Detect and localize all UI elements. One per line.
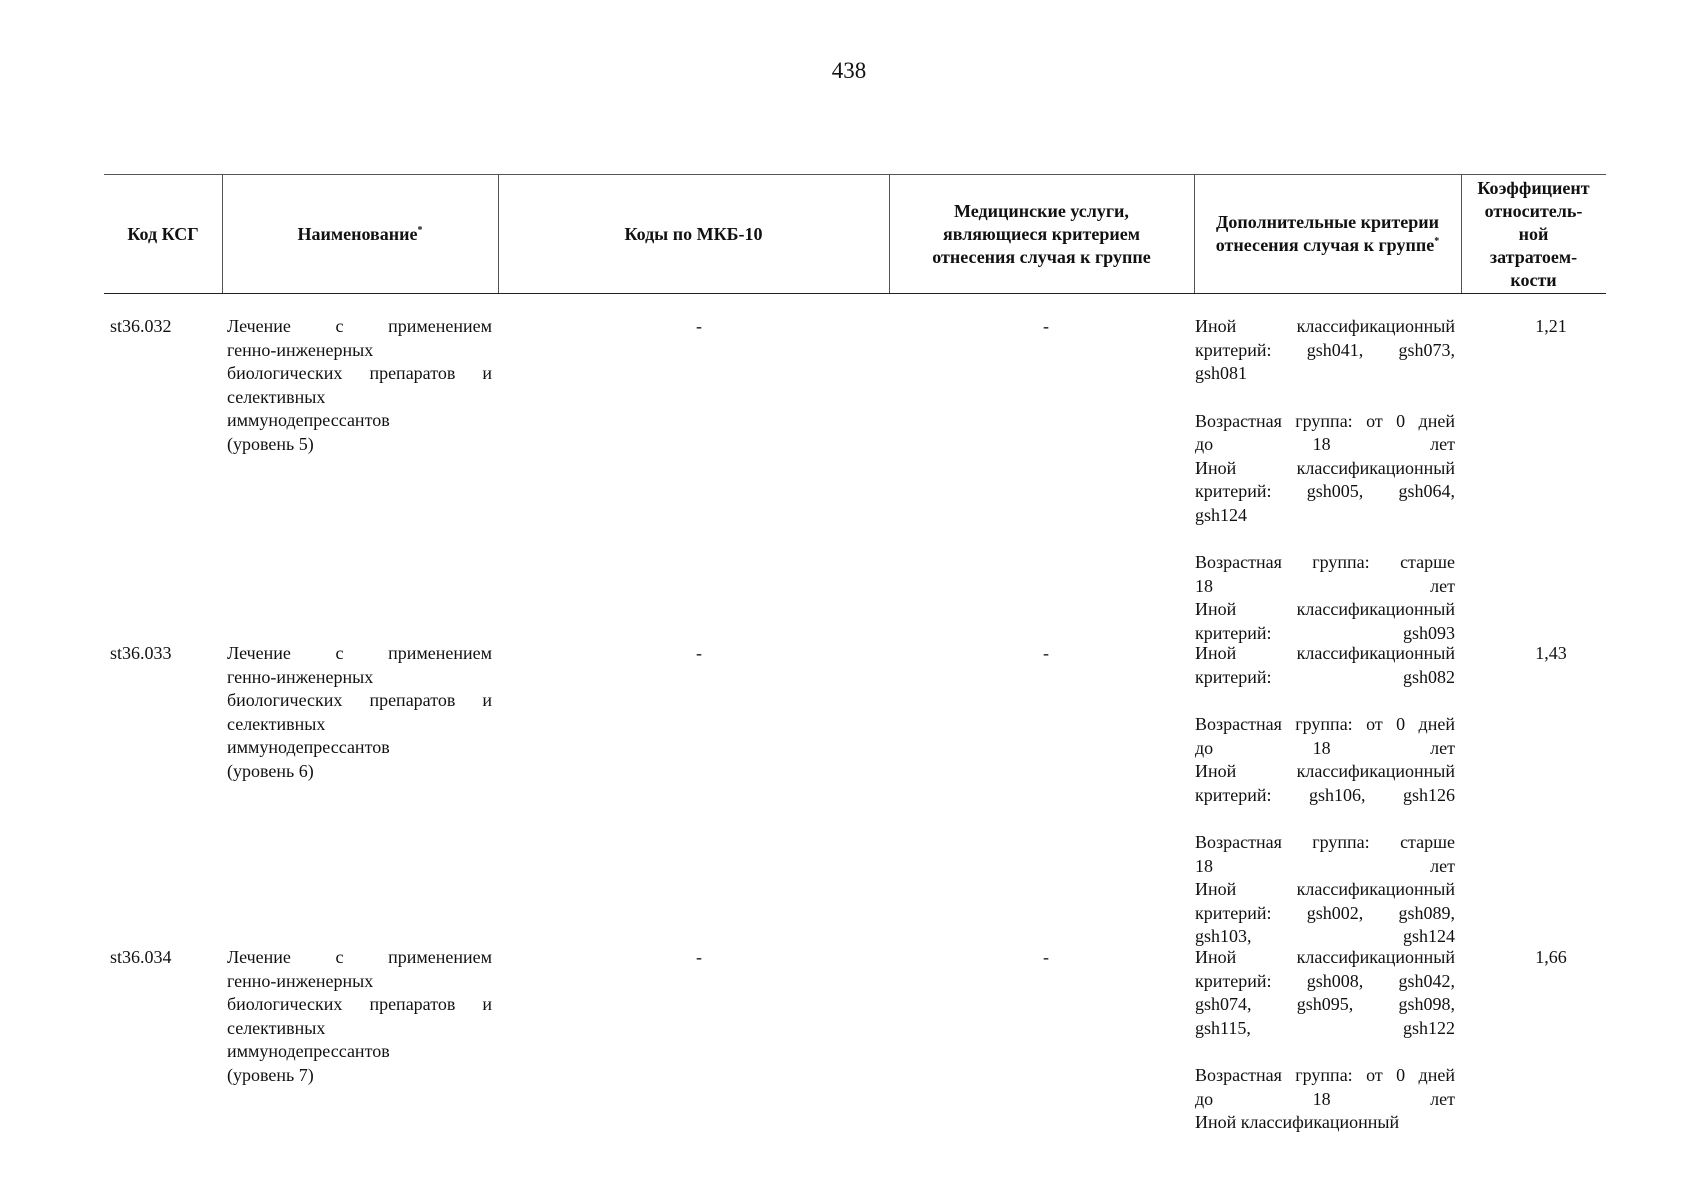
word: Лечение xyxy=(227,947,291,967)
word: биологических xyxy=(227,363,343,383)
text-line: (уровень 7) xyxy=(227,1064,314,1085)
word: Возрастная xyxy=(1195,832,1282,852)
text-line: иммунодепрессантов xyxy=(227,737,390,757)
text-line xyxy=(1195,642,1455,666)
word: биологических xyxy=(227,690,343,710)
word: от xyxy=(1366,714,1383,734)
word: gsh005, xyxy=(1306,481,1364,501)
text-line xyxy=(1195,737,1455,761)
text-line xyxy=(227,993,492,1017)
text-line xyxy=(1195,760,1455,784)
word: лет xyxy=(1430,575,1455,596)
word: критерий: xyxy=(1195,481,1272,501)
text-line: (уровень 5) xyxy=(227,433,314,454)
text-line xyxy=(227,642,492,666)
cost-coefficient: 1,66 xyxy=(1535,947,1567,967)
word: классификационный xyxy=(1296,879,1455,899)
word: классификационный xyxy=(1296,599,1455,619)
ksg-code: st36.034 xyxy=(110,947,172,967)
word: и xyxy=(482,690,492,710)
word: gsh042, xyxy=(1398,970,1455,991)
word: классификационный xyxy=(1296,761,1455,781)
word: 18 xyxy=(1195,855,1213,876)
table-header xyxy=(104,174,1606,294)
criteria-block xyxy=(1195,831,1455,949)
word: применением xyxy=(388,947,492,967)
text-line xyxy=(1195,970,1455,994)
text-line xyxy=(1195,575,1455,599)
word: критерий: xyxy=(1195,339,1272,360)
word: и xyxy=(482,994,492,1014)
word: gsh089, xyxy=(1398,902,1455,923)
word: от xyxy=(1366,410,1383,431)
word: и xyxy=(482,363,492,383)
word: с xyxy=(335,643,344,663)
word: 18 xyxy=(1312,434,1331,454)
word: старше xyxy=(1400,832,1455,852)
ksg-name xyxy=(227,315,492,456)
page-number: 438 xyxy=(831,58,867,83)
word: 0 xyxy=(1396,410,1406,431)
text-line xyxy=(1195,855,1455,879)
medical-services: - xyxy=(1043,947,1049,967)
word: gsh115, xyxy=(1195,1017,1251,1038)
text-line xyxy=(1195,925,1455,949)
text-line xyxy=(1195,598,1455,622)
word: дней xyxy=(1418,714,1455,734)
text-line xyxy=(1195,713,1455,737)
word: применением xyxy=(388,316,492,336)
ksg-table xyxy=(104,174,1606,1132)
word: классификационный xyxy=(1296,316,1455,336)
text-line xyxy=(1195,457,1455,481)
text-line: иммунодепрессантов xyxy=(227,410,390,430)
word: старше xyxy=(1400,552,1455,572)
text-line: Иной классификационный xyxy=(1195,1112,1400,1132)
word: Иной xyxy=(1195,599,1237,619)
criteria-block xyxy=(1195,551,1455,645)
word: Иной xyxy=(1195,316,1237,336)
text-line xyxy=(227,315,492,339)
word: препаратов xyxy=(369,994,456,1014)
medical-services: - xyxy=(1043,643,1049,663)
word: классификационный xyxy=(1296,643,1455,663)
word: gsh074, xyxy=(1195,994,1252,1014)
text-line xyxy=(1195,433,1455,457)
word: 0 xyxy=(1396,714,1406,734)
text-line xyxy=(1195,315,1455,339)
word: Возрастная xyxy=(1195,1065,1282,1085)
word: критерий: xyxy=(1195,666,1272,687)
text-line xyxy=(1195,831,1455,855)
word: до xyxy=(1195,1088,1214,1109)
extra-criteria xyxy=(1195,315,1455,645)
word: группа: xyxy=(1295,1065,1353,1085)
text-line xyxy=(1195,1088,1455,1112)
word: классификационный xyxy=(1296,457,1455,478)
header-code: Код КСГ xyxy=(127,223,199,244)
text-line: генно-инженерных xyxy=(227,666,374,687)
word: лет xyxy=(1430,1088,1455,1109)
word: препаратов xyxy=(369,690,456,710)
text-line xyxy=(227,362,492,386)
text-line: генно-инженерных xyxy=(227,970,374,991)
ksg-name xyxy=(227,946,492,1087)
criteria-block xyxy=(1195,315,1455,386)
text-line xyxy=(1195,410,1455,434)
word: gsh093 xyxy=(1402,622,1455,643)
word: группа: xyxy=(1295,714,1353,734)
word: gsh126 xyxy=(1402,784,1455,805)
word: 18 xyxy=(1312,1088,1331,1109)
word: Лечение xyxy=(227,316,291,336)
criteria-block xyxy=(1195,1064,1455,1135)
text-line xyxy=(1195,902,1455,926)
word: Иной xyxy=(1195,761,1237,781)
text-line xyxy=(1195,339,1455,363)
text-line: gsh124 xyxy=(1195,504,1248,525)
text-line xyxy=(1195,1017,1455,1041)
text-line xyxy=(1195,878,1455,902)
word: 0 xyxy=(1396,1065,1406,1085)
ksg-code: st36.033 xyxy=(110,643,172,663)
header-services: Медицинские услуги, являющиеся критерием отнесения случая к группе xyxy=(932,200,1151,267)
mkb-codes: - xyxy=(696,316,702,336)
word: лет xyxy=(1430,737,1455,758)
word: Иной xyxy=(1195,457,1237,478)
text-line xyxy=(1195,993,1455,1017)
header-name: Наименование* xyxy=(297,223,423,244)
word: gsh124 xyxy=(1402,926,1455,946)
text-line: селективных xyxy=(227,386,326,407)
text-line xyxy=(1195,946,1455,970)
word: группа: xyxy=(1295,410,1353,431)
word: дней xyxy=(1418,1065,1455,1085)
criteria-block xyxy=(1195,410,1455,528)
text-line: (уровень 6) xyxy=(227,760,314,781)
word: gsh008, xyxy=(1306,970,1364,991)
word: gsh122 xyxy=(1402,1017,1455,1038)
word: gsh041, xyxy=(1306,339,1364,360)
word: Иной xyxy=(1195,643,1237,663)
word: критерий: xyxy=(1195,784,1272,805)
word: gsh073, xyxy=(1398,339,1455,360)
ksg-code: st36.032 xyxy=(110,316,172,336)
medical-services: - xyxy=(1043,316,1049,336)
header-coefficient: Коэффициент относитель- ной затратоем- кости xyxy=(1477,177,1590,290)
extra-criteria xyxy=(1195,946,1455,1135)
text-line: селективных xyxy=(227,1017,326,1038)
extra-criteria xyxy=(1195,642,1455,949)
criteria-block xyxy=(1195,642,1455,689)
word: до xyxy=(1195,737,1214,758)
word: gsh103, xyxy=(1195,926,1252,946)
word: лет xyxy=(1430,434,1455,454)
text-line xyxy=(1195,551,1455,575)
word: gsh082 xyxy=(1402,666,1455,687)
ksg-name xyxy=(227,642,492,783)
word: до xyxy=(1195,434,1214,454)
word: Иной xyxy=(1195,879,1237,899)
cost-coefficient: 1,21 xyxy=(1535,316,1567,336)
criteria-block xyxy=(1195,946,1455,1040)
word: Лечение xyxy=(227,643,291,663)
header-mkb: Коды по МКБ-10 xyxy=(624,223,763,244)
word: критерий: xyxy=(1195,902,1272,923)
word: применением xyxy=(388,643,492,663)
word: критерий: xyxy=(1195,970,1272,991)
text-line xyxy=(227,946,492,970)
mkb-codes: - xyxy=(696,643,702,663)
word: gsh106, xyxy=(1308,784,1366,805)
word: препаратов xyxy=(369,363,456,383)
word: с xyxy=(335,947,344,967)
word: от xyxy=(1366,1065,1383,1085)
text-line xyxy=(1195,1064,1455,1088)
text-line: селективных xyxy=(227,713,326,734)
word: Возрастная xyxy=(1195,714,1282,734)
word: 18 xyxy=(1312,737,1331,758)
word: дней xyxy=(1418,410,1455,431)
text-line: иммунодепрессантов xyxy=(227,1041,390,1061)
header-extra-criteria: Дополнительные критерии отнесения случая к группе* xyxy=(1215,212,1440,255)
word: gsh095, xyxy=(1296,994,1354,1014)
word: биологических xyxy=(227,994,343,1014)
word: лет xyxy=(1430,855,1455,876)
word: группа: xyxy=(1312,552,1370,572)
text-line xyxy=(1195,480,1455,504)
text-line: gsh081 xyxy=(1195,363,1248,383)
word: группа: xyxy=(1312,832,1370,852)
cost-coefficient: 1,43 xyxy=(1535,643,1567,663)
criteria-block xyxy=(1195,713,1455,807)
word: Возрастная xyxy=(1195,410,1282,431)
word: Возрастная xyxy=(1195,552,1282,572)
text-line xyxy=(1195,784,1455,808)
word: gsh064, xyxy=(1398,481,1455,501)
mkb-codes: - xyxy=(696,947,702,967)
word: Иной xyxy=(1195,947,1237,967)
word: gsh002, xyxy=(1306,902,1364,923)
text-line: генно-инженерных xyxy=(227,339,374,360)
text-line xyxy=(1195,666,1455,690)
word: с xyxy=(335,316,344,336)
word: 18 xyxy=(1195,575,1213,596)
word: gsh098, xyxy=(1398,994,1455,1014)
word: критерий: xyxy=(1195,622,1272,643)
text-line xyxy=(227,689,492,713)
word: классификационный xyxy=(1296,947,1455,967)
